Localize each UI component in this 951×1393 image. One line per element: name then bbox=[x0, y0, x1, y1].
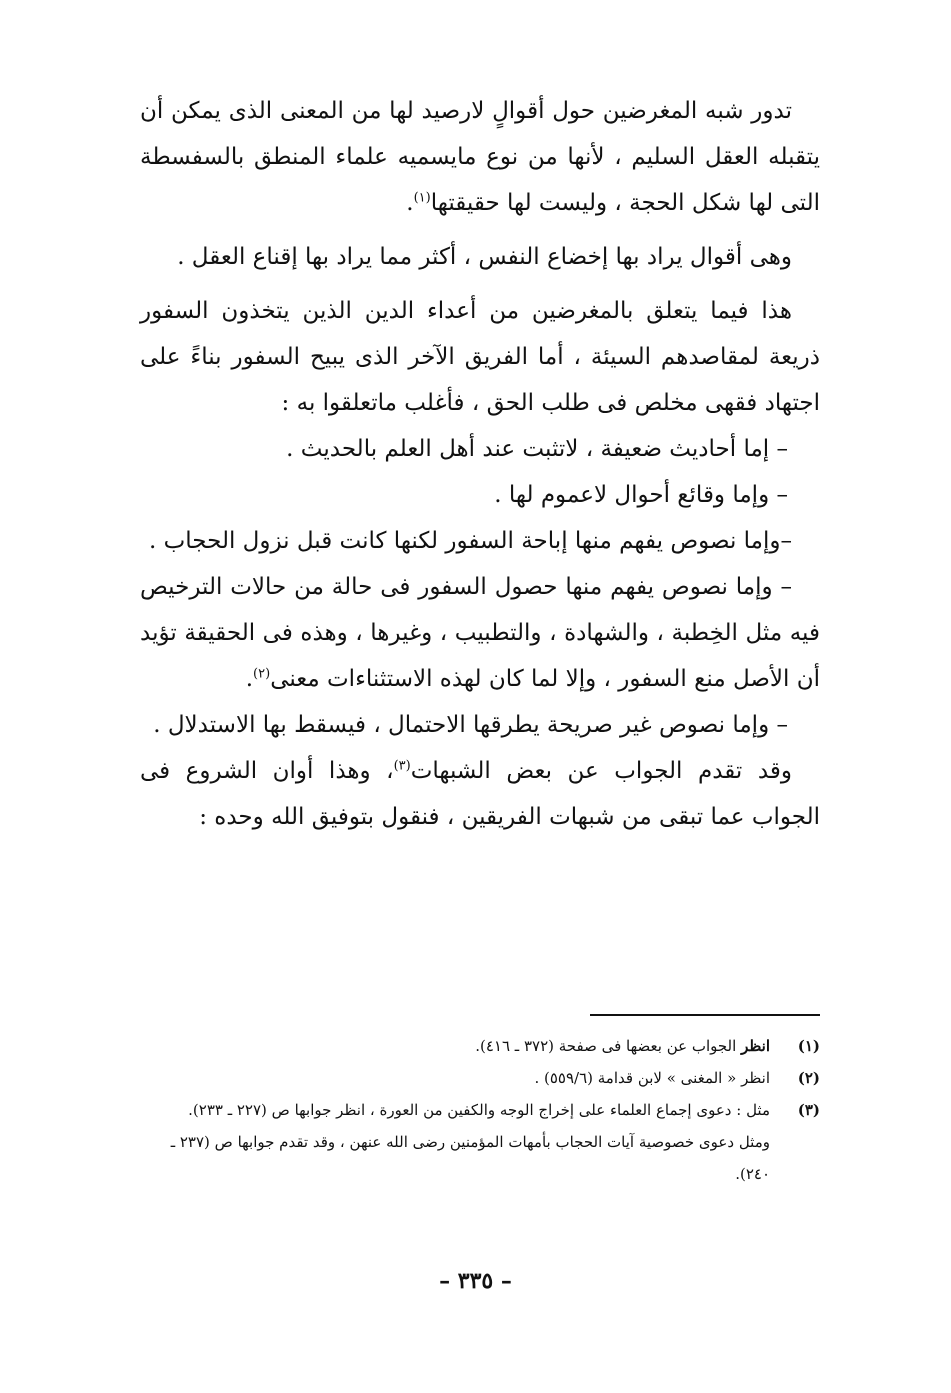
footnote-number: (٣) bbox=[797, 1101, 820, 1119]
footnote-ref-3[interactable]: (٣) bbox=[393, 758, 411, 774]
footnote-3-continuation: ومثل دعوى خصوصية آيات الحجاب بأمهات المؤمنين رضى الله عنهن ، وقد تقدم جوابها ص (٢٣٧ ـ ٢٤٠). bbox=[170, 1133, 770, 1183]
footnote-text: مثل : دعوى إجماع العلماء على إخراج الوجه والكفين من العورة ، انظر جوابها ص (٢٢٧ ـ ٢٣٣). bbox=[188, 1101, 770, 1119]
list-item-1: – إما أحاديث ضعيفة ، لاتثبت عند أهل العلم بالحديث . bbox=[286, 436, 788, 462]
footnotes bbox=[140, 1030, 820, 1190]
footnote-ref-2[interactable]: (٢) bbox=[253, 666, 271, 682]
paragraph-3: هذا فيما يتعلق بالمغرضين من أعداء الدين الذين يتخذون السفور ذريعة لمقاصدهم السيئة ، أما الفريق الآخر الذى يبيح السفور بناءً على اجتهاد فقهى مخلص فى طلب الحق ، فأغلب ماتعلقوا به : bbox=[140, 298, 820, 416]
footnote-text: انظر « المغنى » لابن قدامة (٥٥٩/٦) . bbox=[534, 1069, 770, 1087]
footnote-3 bbox=[140, 1094, 820, 1126]
page-number: – ٣٣٥ – bbox=[439, 1268, 512, 1294]
paragraph-4: وقد تقدم الجواب عن بعض الشبهات$^{(٣)}$، وهذا أوان الشروع فى الجواب عما تبقى من شبهات الفريقين ، فنقول بتوفيق الله وحده : bbox=[140, 758, 820, 830]
list-item-4: – وإما نصوص يفهم منها حصول السفور فى حالة من حالات الترخيص فيه مثل الخِطبة ، والشهادة ، والتطبيب ، وغيرها ، وهذه فى الحقيقة تؤيد أن الأصل منع السفور ، وإلا لما كان لهذه الاستثناءات معنى$^{(٢)}$. bbox=[140, 574, 820, 692]
footnote-lead: انظر bbox=[741, 1037, 770, 1055]
footnote-1 bbox=[140, 1030, 820, 1062]
footnote-ref-1[interactable]: (١) bbox=[413, 190, 431, 206]
paragraph-1: تدور شبه المغرضين حول أقوالٍ لارصيد لها من المعنى الذى يمكن أن يتقبله العقل السليم ، لأنها من نوع مايسميه علماء المنطق بالسفسطة التى لها شكل الحجة ، وليست لها حقيقتها$^{(١)}$. bbox=[140, 98, 820, 216]
list-item-2: – وإما وقائع أحوال لاعموم لها . bbox=[494, 482, 788, 508]
list-item-5: – وإما نصوص غير صريحة يطرقها الاحتمال ، فيسقط بها الاستدلال . bbox=[153, 712, 788, 738]
footnote-number: (١) bbox=[797, 1037, 820, 1055]
main-text bbox=[140, 88, 820, 840]
list-item-3: –وإما نصوص يفهم منها إباحة السفور لكنها كانت قبل نزول الحجاب . bbox=[148, 528, 792, 554]
footnote-number: (٢) bbox=[797, 1069, 820, 1087]
paragraph-2: وهى أقوال يراد بها إخضاع النفس ، أكثر مما يراد بها إقناع العقل . bbox=[177, 244, 792, 270]
footnote-separator bbox=[590, 1014, 820, 1016]
footnote-2 bbox=[140, 1062, 820, 1094]
footnote-text: الجواب عن بعضها فى صفحة (٣٧٢ ـ ٤١٦). bbox=[475, 1037, 742, 1055]
